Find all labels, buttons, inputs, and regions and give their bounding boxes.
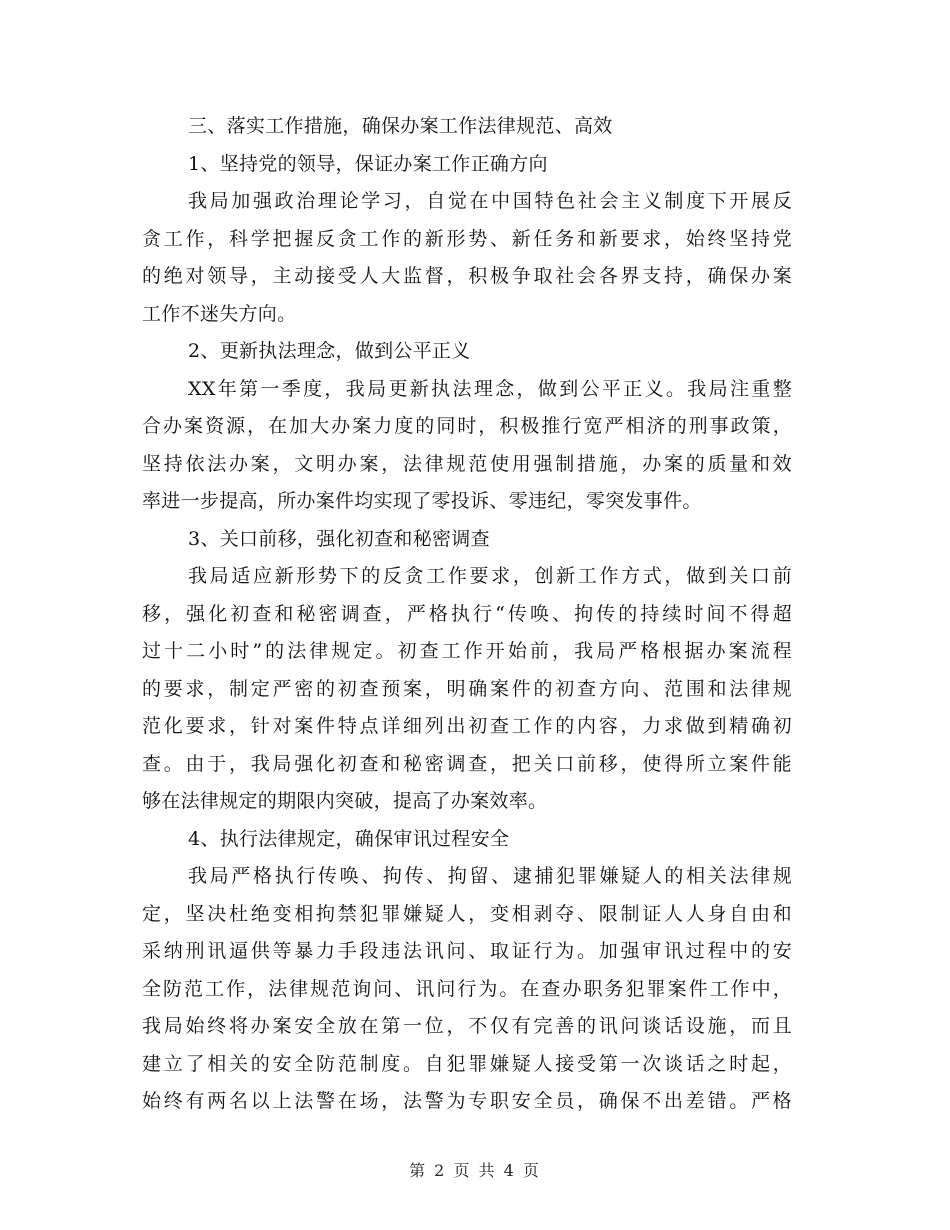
text-line: 采纳刑讯逼供等暴力手段违法讯问、取证行为。加强审讯过程中的安	[142, 940, 792, 962]
text-line: XX年第一季度，我局更新执法理念，做到公平正义。我局注重整	[188, 377, 792, 400]
text-line: 合办案资源，在加大办案力度的同时，积极推行宽严相济的刑事政策，	[142, 415, 792, 437]
text-line: 率进一步提高，所办案件均实现了零投诉、零违纪，零突发事件。	[142, 490, 702, 512]
text-line: 我局严格执行传唤、拘传、拘留、逮捕犯罪嫌疑人的相关法律规	[188, 865, 792, 887]
document-body	[142, 108, 802, 1121]
text-line: 工作不迷失方向。	[142, 302, 297, 325]
text-line: 够在法律规定的期限内突破，提高了办案效率。	[142, 790, 548, 812]
text-line: 三、落实工作措施，确保办案工作法律规范、高效	[188, 115, 613, 137]
page-footer: 第 2 页 共 4 页	[409, 1161, 541, 1180]
text-line: 的要求，制定严密的初查预案，明确案件的初查方向、范围和法律规	[142, 677, 792, 700]
text-line: 全防范工作，法律规范询问、讯问行为。在查办职务犯罪案件工作中，	[142, 977, 792, 1000]
text-line: 4、执行法律规定，确保审讯过程安全	[188, 827, 510, 850]
text-line: 查。由于，我局强化初查和秘密调查，把关口前移，使得所立案件能	[142, 752, 792, 775]
text-line: 我局加强政治理论学习，自觉在中国特色社会主义制度下开展反	[188, 190, 792, 212]
text-line: 的绝对领导，主动接受人大监督，积极争取社会各界支持，确保办案	[142, 265, 792, 287]
text-line: 贪工作，科学把握反贪工作的新形势、新任务和新要求，始终坚持党	[142, 227, 792, 250]
text-line: 建立了相关的安全防范制度。自犯罪嫌疑人接受第一次谈话之时起，	[142, 1052, 792, 1075]
text-line: 我局适应新形势下的反贪工作要求，创新工作方式，做到关口前	[188, 565, 792, 587]
text-line: 1、坚持党的领导，保证办案工作正确方向	[188, 152, 548, 175]
text-line: 我局始终将办案安全放在第一位，不仅有完善的讯问谈话设施，而且	[142, 1015, 792, 1037]
text-line: 坚持依法办案，文明办案，法律规范使用强制措施，办案的质量和效	[142, 452, 792, 475]
text-line: 2、更新执法理念，做到公平正义	[188, 340, 471, 362]
text-line: 过十二小时”的法律规定。初查工作开始前，我局严格根据办案流程	[142, 640, 792, 662]
text-line: 3、关口前移，强化初查和秘密调查	[188, 527, 490, 550]
text-line: 定，坚决杜绝变相拘禁犯罪嫌疑人，变相剥夺、限制证人人身自由和	[142, 902, 792, 925]
text-line: 始终有两名以上法警在场，法警为专职安全员，确保不出差错。严格	[142, 1090, 792, 1112]
text-line: 范化要求，针对案件特点详细列出初查工作的内容，力求做到精确初	[142, 715, 792, 737]
text-line: 移，强化初查和秘密调查，严格执行“传唤、拘传的持续时间不得超	[142, 602, 792, 625]
